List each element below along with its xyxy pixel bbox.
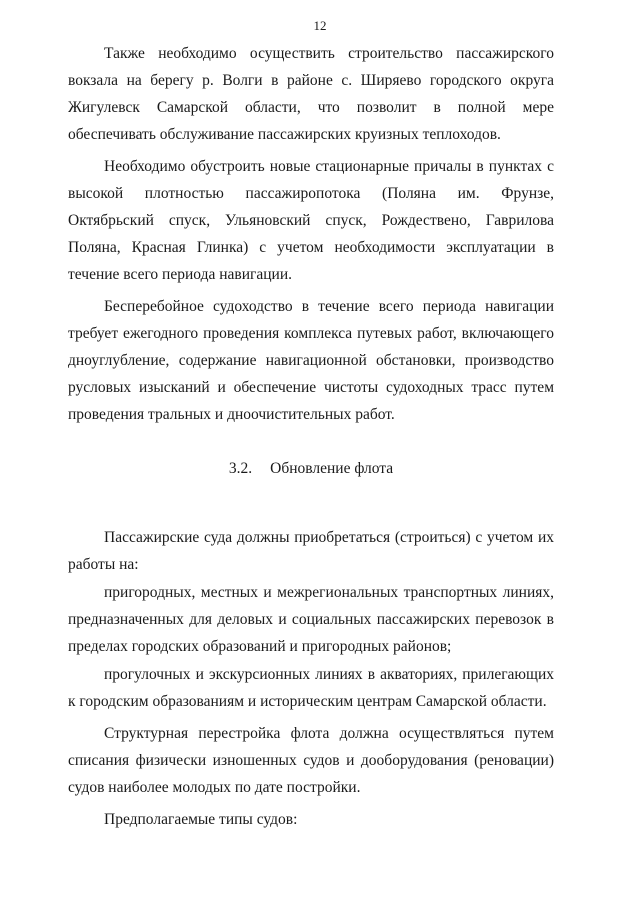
section-number: 3.2. [228,460,253,477]
paragraph-fleet-restructuring: Структурная перестройка флота должна осуществляться путем списания физически изношенных судов и дооборудования (реновации) судов наиболее молодых по дате постройки. [68,725,554,796]
paragraph-transport-lines: пригородных, местных и межрегиональных транспортных линиях, предназначенных для деловых и социальных пассажирских перевозок в пределах городских образований и пригородных районов; [68,584,554,655]
paragraph-passenger-terminal: Также необходимо осуществить строительство пассажирского вокзала на берегу р. Волги в районе с. Ширяево городского округа Жигулевск Самарской области, что позволит в полной мере обеспечивать обслуживание пассажирских круизных теплоходов. [68,45,554,143]
page-number: 12 [313,18,327,33]
paragraph-excursion-lines: прогулочных и экскурсионных линиях в акваториях, прилегающих к городским образованиям и историческим центрам Самарской области. [68,666,554,710]
paragraph-vessel-types: Предполагаемые типы судов: [104,811,298,828]
paragraph-new-moorings: Необходимо обустроить новые стационарные причалы в пунктах с высокой плотностью пассажиропотока (Поляна им. Фрунзе, Октябрьский спуск, Ульяновский спуск, Рождествено, Гаврилова Поляна, Красная Глинка) с учетом необходимости эксплуатации в течение всего периода навигации. [68,158,554,283]
section-heading [68,455,554,482]
paragraph-vessel-purchase: Пассажирские суда должны приобретаться (строиться) с учетом их работы на: [68,529,554,573]
document-body [68,40,554,838]
paragraph-track-works: Бесперебойное судоходство в течение всего периода навигации требует ежегодного проведения комплекса путевых работ, включающего дноуглубление, содержание навигационной обстановки, производство русловых изысканий и обеспечение чистоты судоходных трасс путем проведения тральных и дноочистительных работ. [68,298,554,423]
section-title: Обновление флота [270,460,394,477]
